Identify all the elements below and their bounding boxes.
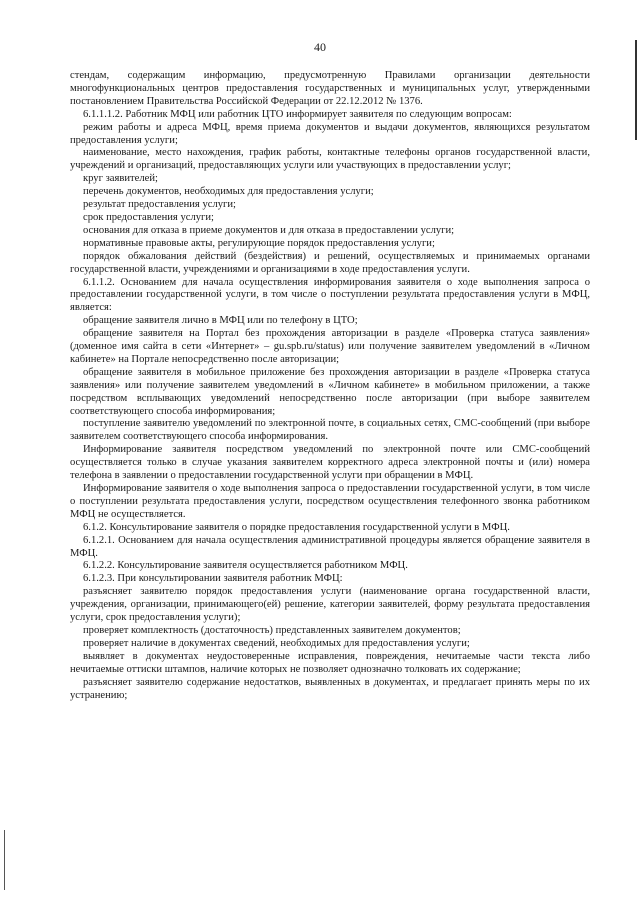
paragraph: проверяет комплектность (достаточность) представленных заявителем документов; bbox=[83, 624, 461, 636]
paragraph: режим работы и адреса МФЦ, время приема документов и выдачи документов, являющихся результатом предоставления услуги; bbox=[70, 121, 590, 146]
paragraph: 6.1.1.2. Основанием для начала осуществления информирования заявителя о ходе выполнения запроса о предоставлении государственной услуги, в том числе о поступлении результата предоставления услуги в МФЦ, является: bbox=[70, 276, 590, 314]
paragraph: порядок обжалования действий (бездействия) и решений, осуществляемых и принимаемых органами государственной власти, учреждениями и организациями в ходе предоставления услуги. bbox=[70, 250, 590, 275]
paragraph: 6.1.2. Консультирование заявителя о порядке предоставления государственной услуги в МФЦ. bbox=[83, 521, 510, 533]
paragraph: перечень документов, необходимых для предоставления услуги; bbox=[83, 186, 374, 198]
paragraph: проверяет наличие в документах сведений, необходимых для предоставления услуги; bbox=[83, 637, 470, 649]
paragraph: обращение заявителя в мобильное приложение без прохождения авторизации в разделе «Проверка статуса заявления» или получение заявителем уведомлений в «Личном кабинете» в мобильном приложении, а также посредством всплывающих уведомлений непосредственно после авторизации (при выборе заявителем соответствующего способа информирования; bbox=[70, 366, 590, 417]
paragraph: 6.1.2.2. Консультирование заявителя осуществляется работником МФЦ. bbox=[83, 560, 408, 572]
scan-edge-mark bbox=[635, 40, 637, 140]
paragraph: обращение заявителя лично в МФЦ или по телефону в ЦТО; bbox=[83, 315, 358, 327]
paragraph: нормативные правовые акты, регулирующие порядок предоставления услуги; bbox=[83, 237, 435, 249]
document-body bbox=[70, 70, 590, 702]
paragraph: Информирование заявителя посредством уведомлений по электронной почте или СМС-сообщений осуществляется только в случае указания заявителем корректного адреса электронной почты и (или) номера телефона в заявлении о предоставлении государственной услуги при обращении в МФЦ. bbox=[70, 444, 590, 482]
paragraph: круг заявителей; bbox=[83, 173, 158, 185]
paragraph: стендам, содержащим информацию, предусмотренную Правилами организации деятельности многофункциональных центров предоставления государственных и муниципальных услуг, утвержденными постановлением Правительства Российской Федерации от 22.12.2012 № 1376. bbox=[70, 70, 590, 107]
page-number: 40 bbox=[314, 40, 326, 54]
paragraph: 6.1.2.3. При консультировании заявителя работник МФЦ: bbox=[83, 573, 343, 585]
paragraph: 6.1.1.1.2. Работник МФЦ или работник ЦТО информирует заявителя по следующим вопросам: bbox=[83, 108, 512, 120]
paragraph: основания для отказа в приеме документов и для отказа в предоставлении услуги; bbox=[83, 224, 455, 236]
paragraph: разъясняет заявителю содержание недостатков, выявленных в документах, и предлагает принять меры по их устранению; bbox=[70, 676, 590, 701]
paragraph: результат предоставления услуги; bbox=[83, 199, 236, 211]
paragraph: выявляет в документах неудостоверенные исправления, повреждения, нечитаемые части текста либо нечитаемые оттиски штампов, наличие которых не позволяет однозначно толковать их содержание; bbox=[70, 650, 590, 675]
paragraph: 6.1.2.1. Основанием для начала осуществления административной процедуры является обращение заявителя в МФЦ. bbox=[70, 534, 590, 559]
paragraph: разъясняет заявителю порядок предоставления услуги (наименование органа государственной власти, учреждения, организации, принимающего(ей) решение, категории заявителей, форму результата предоставления услуги, срок предоставления услуги); bbox=[70, 586, 590, 624]
paragraph: наименование, место нахождения, график работы, контактные телефоны органов государственной власти, учреждений и организаций, предоставляющих услуги или участвующих в предоставлении услуг; bbox=[70, 147, 590, 172]
paragraph: Информирование заявителя о ходе выполнения запроса о предоставлении государственной услуги, в том числе о поступлении результата предоставления услуги, посредством осуществления телефонного звонка работником МФЦ не осуществляется. bbox=[70, 483, 590, 520]
scan-edge-mark bbox=[4, 830, 5, 890]
paragraph: обращение заявителя на Портал без прохождения авторизации в разделе «Проверка статуса заявления» (доменное имя сайта в сети «Интернет» – gu.spb.ru/status) или получение заявителем уведомлений в «Личном кабинете» на Портале непосредственно после авторизации; bbox=[70, 328, 590, 365]
paragraph: срок предоставления услуги; bbox=[83, 211, 214, 223]
paragraph: поступление заявителю уведомлений по электронной почте, в социальных сетях, СМС-сообщений (при выборе заявителем соответствующего способа информирования. bbox=[70, 418, 590, 443]
